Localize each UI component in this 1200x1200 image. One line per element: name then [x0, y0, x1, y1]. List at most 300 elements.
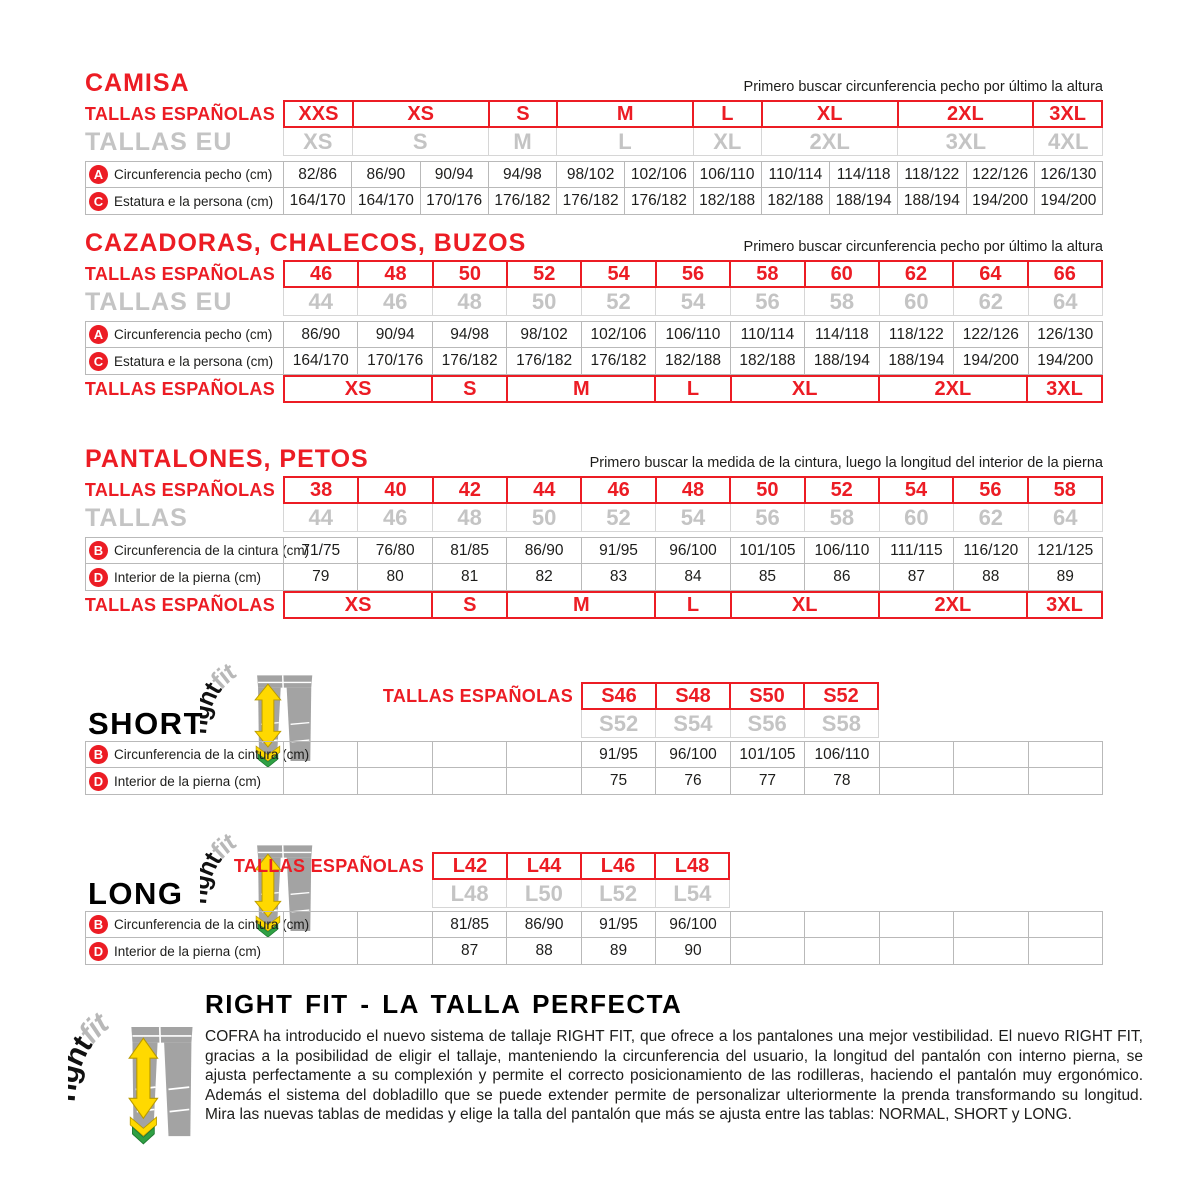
- es-size-cell: 48: [657, 476, 731, 504]
- es-size-cell: S52: [805, 682, 879, 710]
- value-cell: 98/102: [507, 321, 581, 348]
- eu-size-cell: L48: [432, 880, 507, 908]
- cazadoras-header: [85, 228, 1103, 258]
- value-cell: 86/90: [507, 537, 581, 564]
- pantalones-header: [85, 444, 1103, 474]
- es-size-cell: 52: [508, 260, 582, 288]
- value-cell: 88: [954, 564, 1028, 591]
- short-es-size-row: [85, 682, 1103, 710]
- value-cell: [954, 938, 1028, 965]
- value-cell: [880, 741, 954, 768]
- es-sizes-label: TALLAS ESPAÑOLAS: [84, 594, 275, 615]
- es-size-cell: 64: [954, 260, 1028, 288]
- eu-size-cell: 60: [880, 288, 954, 316]
- value-cell: 121/125: [1029, 537, 1103, 564]
- es-size-cell: 54: [880, 476, 954, 504]
- eu-size-cell: XS: [283, 128, 353, 156]
- value-cell: [1029, 938, 1103, 965]
- short-eu-size-row: [85, 710, 1103, 738]
- measure-label-text: Circunferencia de la cintura (cm): [114, 747, 310, 762]
- es-size-cell: S: [490, 100, 559, 128]
- eu-size-cell: L52: [582, 880, 656, 908]
- letter-size-cell: S: [433, 591, 508, 619]
- es-size-cell: 66: [1029, 260, 1103, 288]
- camisa-header: [85, 68, 1103, 98]
- measure-label-text: Interior de la pierna (cm): [114, 569, 262, 585]
- value-cell: 111/115: [880, 537, 954, 564]
- long-table: [0, 818, 1200, 973]
- letter-size-cell: 2XL: [880, 375, 1028, 403]
- letter-size-cell: 3XL: [1028, 375, 1103, 403]
- letter-size-cell: XS: [283, 375, 433, 403]
- es-sizes-label: TALLAS ESPAÑOLAS: [382, 685, 573, 706]
- cazadoras-title: CAZADORAS, CHALECOS, BUZOS: [85, 229, 527, 257]
- es-size-cell: 3XL: [1034, 100, 1103, 128]
- eu-size-cell: 56: [731, 288, 805, 316]
- cazadoras-eu-cells: [283, 288, 1103, 317]
- value-cell: 101/105: [731, 537, 805, 564]
- value-cell: [805, 938, 879, 965]
- pantalones-es-cells: [283, 476, 1103, 504]
- es-size-cell: 40: [359, 476, 433, 504]
- value-cell: 182/188: [694, 188, 762, 215]
- measure-values: [283, 564, 1103, 591]
- value-cell: [358, 911, 432, 938]
- size-cell: 52: [582, 504, 656, 532]
- value-cell: 164/170: [352, 188, 420, 215]
- value-cell: [358, 938, 432, 965]
- value-cell: 106/110: [805, 537, 879, 564]
- es-sizes-label: TALLAS ESPAÑOLAS: [84, 263, 275, 284]
- es-size-cell: 42: [434, 476, 508, 504]
- pantalones-note: Primero buscar la medida de la cintura, luego la longitud del interior de la pierna: [589, 455, 1103, 471]
- eu-size-cell: L: [557, 128, 693, 156]
- es-size-cell: 58: [1029, 476, 1103, 504]
- letter-badge-A: A: [89, 325, 108, 344]
- eu-sizes-label: TALLAS EU: [85, 128, 233, 156]
- size-cell: 50: [507, 504, 581, 532]
- measure-values: [283, 938, 1103, 965]
- value-cell: 182/188: [731, 348, 805, 375]
- value-cell: 106/110: [656, 321, 730, 348]
- value-cell: 83: [582, 564, 656, 591]
- value-cell: 188/194: [898, 188, 966, 215]
- short-eu-cells: [581, 710, 879, 738]
- letter-size-cell: XS: [283, 591, 433, 619]
- value-cell: 110/114: [762, 161, 830, 188]
- value-cell: 78: [805, 768, 879, 795]
- value-cell: 176/182: [489, 188, 557, 215]
- es-size-cell: XS: [354, 100, 490, 128]
- camisa-note: Primero buscar circunferencia pecho por último la altura: [743, 79, 1103, 95]
- value-cell: 75: [582, 768, 656, 795]
- es-size-cell: 46: [582, 476, 656, 504]
- es-size-cell: XXS: [283, 100, 354, 128]
- eu-size-cell: 4XL: [1034, 128, 1103, 156]
- value-cell: 81/85: [433, 911, 507, 938]
- value-cell: 118/122: [898, 161, 966, 188]
- eu-size-cell: 48: [433, 288, 507, 316]
- value-cell: 85: [731, 564, 805, 591]
- letter-badge-A: A: [89, 165, 108, 184]
- value-cell: 87: [433, 938, 507, 965]
- value-cell: 194/200: [1035, 188, 1103, 215]
- value-cell: 94/98: [489, 161, 557, 188]
- camisa-es-size-row: [85, 100, 1103, 128]
- measure-row-label: [85, 768, 283, 795]
- camisa-chest-row: [85, 161, 1103, 188]
- value-cell: 87: [880, 564, 954, 591]
- value-cell: [283, 938, 358, 965]
- size-cell: 46: [358, 504, 432, 532]
- value-cell: [433, 768, 507, 795]
- measure-values: [283, 321, 1103, 348]
- cazadoras-letter-cells: [283, 375, 1103, 403]
- value-cell: 81/85: [433, 537, 507, 564]
- eu-size-cell: XL: [694, 128, 763, 156]
- cazadoras-es-cells: [283, 260, 1103, 288]
- letter-badge-C: C: [89, 352, 108, 371]
- letter-badge-D: D: [89, 568, 108, 587]
- es-size-cell: 60: [806, 260, 880, 288]
- measure-values: [283, 768, 1103, 795]
- es-size-cell: L42: [432, 852, 508, 880]
- measure-values: [283, 741, 1103, 768]
- cazadoras-note: Primero buscar circunferencia pecho por último la altura: [743, 239, 1103, 255]
- eu-size-cell: S54: [656, 710, 730, 738]
- rightfit-info: [0, 985, 1200, 1185]
- spacer: [85, 710, 581, 738]
- pantalones-es-size-row: [85, 476, 1103, 504]
- es-size-cell: 52: [806, 476, 880, 504]
- letter-badge-B: B: [89, 745, 108, 764]
- measure-row-label: [85, 188, 283, 215]
- value-cell: 91/95: [582, 911, 656, 938]
- es-size-cell: 54: [582, 260, 656, 288]
- measure-values: [283, 537, 1103, 564]
- rightfit-logo: [68, 987, 210, 1145]
- value-cell: 98/102: [557, 161, 625, 188]
- value-cell: 106/110: [805, 741, 879, 768]
- eu-size-cell: 62: [954, 288, 1028, 316]
- value-cell: [507, 741, 581, 768]
- letter-size-cell: L: [656, 375, 731, 403]
- es-size-cell: 44: [508, 476, 582, 504]
- value-cell: [880, 911, 954, 938]
- eu-sizes-label: TALLAS EU: [85, 288, 233, 316]
- pantalones-leg-row: [85, 564, 1103, 591]
- letter-badge-D: D: [89, 772, 108, 791]
- long-es-cells: [432, 852, 730, 880]
- long-label: LONG: [88, 876, 184, 911]
- measure-values: [283, 161, 1103, 188]
- measure-values: [283, 348, 1103, 375]
- rightfit-paragraph: COFRA ha introducido el nuevo sistema de tallaje RIGHT FIT, que ofrece a los pantalones una mejor vestibilidad. El nuevo RIGHT FIT, gracias a la posibilidad de eligir el tallaje, manteniendo la circunferencia del usuario, la longitud del pantalón con interno pierna, se ajusta perfectamente a su complexión y permite el correcto posicionamiento de las rodilleras, haciendo el pantalón muy ergonómico. Además el sistema del dobladillo que se puede extender permite de personalizar ulteriormente la prenda transformando su longitud. Mira las nuevas tablas de medidas y elige la talla del pantalón que más se ajusta entre las tablas: NORMAL, SHORT y LONG.: [205, 1028, 1143, 1123]
- value-cell: 118/122: [880, 321, 954, 348]
- value-cell: 122/126: [954, 321, 1028, 348]
- value-cell: 116/120: [954, 537, 1028, 564]
- size-cell: 58: [805, 504, 879, 532]
- pantalones-size-row: [85, 504, 1103, 533]
- eu-size-cell: S56: [731, 710, 805, 738]
- value-cell: 84: [656, 564, 730, 591]
- value-cell: 194/200: [954, 348, 1028, 375]
- value-cell: [954, 768, 1028, 795]
- cazadoras-table: [0, 228, 1200, 403]
- measure-label-text: Interior de la pierna (cm): [114, 773, 262, 789]
- measure-label-text: Circunferencia pecho (cm): [114, 167, 273, 182]
- value-cell: [433, 741, 507, 768]
- size-cell: 48: [433, 504, 507, 532]
- value-cell: 188/194: [805, 348, 879, 375]
- value-cell: [283, 768, 358, 795]
- measure-row-label: [85, 741, 310, 768]
- camisa-height-row: [85, 188, 1103, 215]
- rightfit-heading: RIGHT FIT - LA TALLA PERFECTA: [205, 989, 683, 1019]
- camisa-es-cells: [283, 100, 1103, 128]
- eu-size-cell: L54: [656, 880, 730, 908]
- value-cell: [731, 911, 805, 938]
- value-cell: [954, 911, 1028, 938]
- value-cell: 89: [582, 938, 656, 965]
- letter-badge-C: C: [89, 192, 108, 211]
- camisa-title: CAMISA: [85, 69, 190, 97]
- value-cell: 188/194: [880, 348, 954, 375]
- value-cell: 86/90: [283, 321, 358, 348]
- value-cell: [880, 768, 954, 795]
- short-leg-row: [85, 768, 1103, 795]
- cazadoras-es-size-row: [85, 260, 1103, 288]
- value-cell: [283, 741, 358, 768]
- eu-size-cell: 64: [1029, 288, 1103, 316]
- value-cell: [358, 768, 432, 795]
- letter-size-cell: L: [656, 591, 731, 619]
- value-cell: [358, 741, 432, 768]
- es-size-cell: 58: [731, 260, 805, 288]
- es-size-cell: M: [558, 100, 694, 128]
- value-cell: 114/118: [805, 321, 879, 348]
- letter-size-cell: 3XL: [1028, 591, 1103, 619]
- es-size-cell: L46: [582, 852, 656, 880]
- es-sizes-label: TALLAS ESPAÑOLAS: [233, 855, 424, 876]
- eu-size-cell: S: [353, 128, 489, 156]
- cazadoras-eu-size-row: [85, 288, 1103, 317]
- es-size-cell: L: [694, 100, 763, 128]
- short-label: SHORT: [88, 706, 204, 741]
- letter-size-cell: M: [508, 591, 656, 619]
- value-cell: 96/100: [656, 911, 730, 938]
- pantalones-waist-row: [85, 537, 1103, 564]
- value-cell: 80: [358, 564, 432, 591]
- es-size-cell: L44: [508, 852, 582, 880]
- value-cell: 102/106: [625, 161, 693, 188]
- value-cell: 170/176: [421, 188, 489, 215]
- es-size-cell: S48: [657, 682, 731, 710]
- eu-size-cell: L50: [507, 880, 581, 908]
- value-cell: 101/105: [731, 741, 805, 768]
- letter-size-cell: XL: [732, 375, 880, 403]
- value-cell: 170/176: [358, 348, 432, 375]
- value-cell: 71/75: [283, 537, 358, 564]
- long-leg-row: [85, 938, 1103, 965]
- letter-size-cell: M: [508, 375, 656, 403]
- letter-size-cell: S: [433, 375, 508, 403]
- measure-values: [283, 911, 1103, 938]
- eu-size-cell: 50: [507, 288, 581, 316]
- value-cell: [880, 938, 954, 965]
- es-size-cell: 56: [657, 260, 731, 288]
- cazadoras-letter-size-row: [85, 375, 1103, 403]
- short-es-cells: [581, 682, 879, 710]
- value-cell: 91/95: [582, 741, 656, 768]
- es-sizes-label: TALLAS ESPAÑOLAS: [84, 378, 275, 399]
- value-cell: 182/188: [762, 188, 830, 215]
- eu-size-cell: 52: [582, 288, 656, 316]
- value-cell: [1029, 768, 1103, 795]
- es-size-cell: 38: [283, 476, 359, 504]
- es-size-cell: 48: [359, 260, 433, 288]
- letter-badge-D: D: [89, 942, 108, 961]
- value-cell: [1029, 911, 1103, 938]
- value-cell: 88: [507, 938, 581, 965]
- value-cell: 126/130: [1035, 161, 1103, 188]
- eu-size-cell: 58: [805, 288, 879, 316]
- value-cell: [954, 741, 1028, 768]
- value-cell: 114/118: [830, 161, 898, 188]
- measure-row-label: [85, 564, 283, 591]
- es-size-cell: 46: [283, 260, 359, 288]
- value-cell: 90/94: [421, 161, 489, 188]
- value-cell: 77: [731, 768, 805, 795]
- spacer: [85, 880, 432, 908]
- measure-label-text: Circunferencia pecho (cm): [114, 327, 273, 342]
- es-size-cell: 50: [434, 260, 508, 288]
- value-cell: 90/94: [358, 321, 432, 348]
- es-size-cell: S50: [731, 682, 805, 710]
- long-es-size-row: [85, 852, 1103, 880]
- long-eu-size-row: [85, 880, 1103, 908]
- size-cell: 54: [656, 504, 730, 532]
- short-waist-row: [85, 741, 1103, 768]
- value-cell: [283, 911, 358, 938]
- measure-row-label: [85, 161, 283, 188]
- camisa-eu-size-row: [85, 128, 1103, 157]
- value-cell: 106/110: [694, 161, 762, 188]
- measure-row-label: [85, 348, 283, 375]
- tallas-label: TALLAS: [85, 504, 188, 532]
- value-cell: 110/114: [731, 321, 805, 348]
- es-size-cell: XL: [763, 100, 899, 128]
- value-cell: 176/182: [557, 188, 625, 215]
- cazadoras-chest-row: [85, 321, 1103, 348]
- pantalones-table: [0, 444, 1200, 619]
- letter-badge-B: B: [89, 915, 108, 934]
- eu-size-cell: S58: [805, 710, 879, 738]
- value-cell: 122/126: [967, 161, 1035, 188]
- value-cell: 94/98: [433, 321, 507, 348]
- pantalones-title: PANTALONES, PETOS: [85, 445, 369, 473]
- size-cell: 44: [283, 504, 358, 532]
- value-cell: [731, 938, 805, 965]
- letter-size-cell: XL: [732, 591, 880, 619]
- value-cell: [507, 768, 581, 795]
- value-cell: 182/188: [656, 348, 730, 375]
- es-size-cell: L48: [656, 852, 730, 880]
- value-cell: 194/200: [967, 188, 1035, 215]
- letter-size-cell: 2XL: [880, 591, 1028, 619]
- measure-row-label: [85, 938, 283, 965]
- short-table: [0, 648, 1200, 803]
- value-cell: [1029, 741, 1103, 768]
- size-cell: 60: [880, 504, 954, 532]
- eu-size-cell: M: [489, 128, 558, 156]
- long-eu-cells: [432, 880, 730, 908]
- eu-size-cell: 3XL: [898, 128, 1034, 156]
- measure-label-text: Estatura e la persona (cm): [114, 353, 274, 369]
- value-cell: 96/100: [656, 741, 730, 768]
- eu-size-cell: 44: [283, 288, 358, 316]
- eu-size-cell: 2XL: [762, 128, 898, 156]
- value-cell: 176/182: [625, 188, 693, 215]
- es-size-cell: 62: [880, 260, 954, 288]
- value-cell: 176/182: [582, 348, 656, 375]
- value-cell: 90: [656, 938, 730, 965]
- measure-label-text: Circunferencia de la cintura (cm): [114, 543, 310, 558]
- pantalones-size-cells: [283, 504, 1103, 533]
- measure-values: [283, 188, 1103, 215]
- measure-row-label: [85, 911, 310, 938]
- pantalones-letter-cells: [283, 591, 1103, 619]
- value-cell: 188/194: [830, 188, 898, 215]
- es-size-cell: 56: [954, 476, 1028, 504]
- value-cell: 76/80: [358, 537, 432, 564]
- measure-label-text: Estatura e la persona (cm): [114, 193, 274, 209]
- es-sizes-label: TALLAS ESPAÑOLAS: [84, 103, 275, 124]
- value-cell: [805, 911, 879, 938]
- value-cell: 82: [507, 564, 581, 591]
- value-cell: 164/170: [283, 348, 358, 375]
- value-cell: 126/130: [1029, 321, 1103, 348]
- value-cell: 176/182: [433, 348, 507, 375]
- cazadoras-height-row: [85, 348, 1103, 375]
- size-cell: 62: [954, 504, 1028, 532]
- measure-row-label: [85, 321, 283, 348]
- value-cell: 86: [805, 564, 879, 591]
- value-cell: 81: [433, 564, 507, 591]
- eu-size-cell: 54: [656, 288, 730, 316]
- es-size-cell: S46: [581, 682, 657, 710]
- value-cell: 102/106: [582, 321, 656, 348]
- value-cell: 89: [1029, 564, 1103, 591]
- value-cell: 82/86: [283, 161, 352, 188]
- value-cell: 79: [283, 564, 358, 591]
- es-size-cell: 2XL: [899, 100, 1035, 128]
- camisa-eu-cells: [283, 128, 1103, 157]
- value-cell: 176/182: [507, 348, 581, 375]
- long-waist-row: [85, 911, 1103, 938]
- eu-size-cell: S52: [581, 710, 656, 738]
- value-cell: 91/95: [582, 537, 656, 564]
- value-cell: 96/100: [656, 537, 730, 564]
- value-cell: 86/90: [352, 161, 420, 188]
- es-size-cell: 50: [731, 476, 805, 504]
- value-cell: 86/90: [507, 911, 581, 938]
- value-cell: 164/170: [283, 188, 352, 215]
- camisa-table: [0, 68, 1200, 215]
- pantalones-letter-size-row: [85, 591, 1103, 619]
- size-cell: 56: [731, 504, 805, 532]
- measure-row-label: [85, 537, 310, 564]
